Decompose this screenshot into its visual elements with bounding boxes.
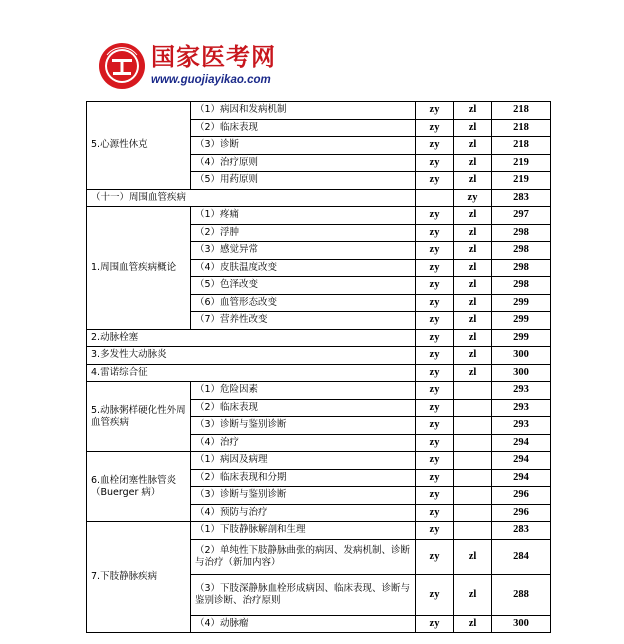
page-number-cell: 296 — [492, 504, 551, 522]
subtopic-cell: （3）诊断 — [191, 137, 416, 155]
section-cell: （十一）周围血管疾病 — [87, 189, 416, 207]
page-number-cell: 299 — [492, 294, 551, 312]
logo-emblem-icon — [97, 41, 147, 91]
level-cell-b — [454, 434, 492, 452]
topic-cell: 7.下肢静脉疾病 — [87, 522, 191, 633]
level-cell-b: zl — [454, 539, 492, 574]
level-cell-a: zy — [416, 119, 454, 137]
page-number-cell: 283 — [492, 189, 551, 207]
level-cell-b: zl — [454, 207, 492, 225]
table-row — [87, 452, 551, 470]
logo-title: 国家医考网 — [151, 43, 276, 71]
level-cell-a: zy — [416, 615, 454, 633]
level-cell-a: zy — [416, 242, 454, 260]
subtopic-cell: （1）危险因素 — [191, 382, 416, 400]
level-cell-b: zl — [454, 137, 492, 155]
level-cell-a: zy — [416, 417, 454, 435]
level-cell-a: zy — [416, 312, 454, 330]
level-cell-a: zy — [416, 469, 454, 487]
logo-url: www.guojiayikao.com — [151, 74, 271, 86]
topic-cell: 1.周围血管疾病概论 — [87, 207, 191, 330]
level-cell-b: zl — [454, 259, 492, 277]
table-row — [87, 189, 551, 207]
subtopic-cell: （3）诊断与鉴别诊断 — [191, 417, 416, 435]
page-number-cell: 284 — [492, 539, 551, 574]
topic-cell: 6.血栓闭塞性脉管炎（Buerger 病） — [87, 452, 191, 522]
level-cell-b — [454, 399, 492, 417]
level-cell-b: zl — [454, 224, 492, 242]
level-cell-a — [416, 189, 454, 207]
level-cell-a: zy — [416, 434, 454, 452]
level-cell-b — [454, 417, 492, 435]
topic-cell: 5.动脉粥样硬化性外周血管疾病 — [87, 382, 191, 452]
level-cell-a: zy — [416, 574, 454, 615]
level-cell-a: zy — [416, 347, 454, 365]
level-cell-a: zy — [416, 259, 454, 277]
page-number-cell: 288 — [492, 574, 551, 615]
subtopic-cell: （2）临床表现和分期 — [191, 469, 416, 487]
table-row — [87, 522, 551, 540]
syllabus-table — [86, 101, 551, 633]
page-number-cell: 294 — [492, 452, 551, 470]
level-cell-a: zy — [416, 504, 454, 522]
page-number-cell: 294 — [492, 434, 551, 452]
level-cell-b: zl — [454, 364, 492, 382]
level-cell-b: zl — [454, 615, 492, 633]
page-number-cell: 219 — [492, 172, 551, 190]
page-number-cell: 218 — [492, 119, 551, 137]
page-number-cell: 294 — [492, 469, 551, 487]
table-row — [87, 329, 551, 347]
level-cell-a: zy — [416, 364, 454, 382]
level-cell-b: zl — [454, 277, 492, 295]
level-cell-a: zy — [416, 102, 454, 120]
subtopic-cell: （1）病因及病理 — [191, 452, 416, 470]
subtopic-cell: （4）预防与治疗 — [191, 504, 416, 522]
level-cell-a: zy — [416, 539, 454, 574]
level-cell-a: zy — [416, 224, 454, 242]
page-number-cell: 300 — [492, 364, 551, 382]
subtopic-cell: （4）皮肤温度改变 — [191, 259, 416, 277]
level-cell-b — [454, 452, 492, 470]
page-number-cell: 219 — [492, 154, 551, 172]
subtopic-cell: （1）下肢静脉解剖和生理 — [191, 522, 416, 540]
table-row — [87, 364, 551, 382]
level-cell-a: zy — [416, 452, 454, 470]
page-number-cell: 283 — [492, 522, 551, 540]
page-number-cell: 293 — [492, 399, 551, 417]
subtopic-cell: （2）浮肿 — [191, 224, 416, 242]
subtopic-cell: （3）下肢深静脉血栓形成病因、临床表现、诊断与鉴别诊断、治疗原则 — [191, 574, 416, 615]
level-cell-a: zy — [416, 294, 454, 312]
page-number-cell: 300 — [492, 347, 551, 365]
level-cell-b: zl — [454, 312, 492, 330]
subtopic-cell: （2）临床表现 — [191, 399, 416, 417]
page-number-cell: 296 — [492, 487, 551, 505]
subtopic-cell: （4）动脉瘤 — [191, 615, 416, 633]
level-cell-a: zy — [416, 277, 454, 295]
level-cell-a: zy — [416, 154, 454, 172]
level-cell-a: zy — [416, 137, 454, 155]
subtopic-cell: （1）病因和发病机制 — [191, 102, 416, 120]
page-number-cell: 300 — [492, 615, 551, 633]
page-number-cell: 293 — [492, 382, 551, 400]
topic-cell: 5.心源性休克 — [87, 102, 191, 190]
level-cell-b — [454, 522, 492, 540]
subtopic-cell: （2）单纯性下肢静脉曲张的病因、发病机制、诊断与治疗（新加内容） — [191, 539, 416, 574]
level-cell-b: zl — [454, 119, 492, 137]
level-cell-b: zl — [454, 294, 492, 312]
level-cell-b — [454, 469, 492, 487]
table-row — [87, 207, 551, 225]
level-cell-b — [454, 487, 492, 505]
subtopic-cell: （3）诊断与鉴别诊断 — [191, 487, 416, 505]
table-row — [87, 347, 551, 365]
level-cell-b: zl — [454, 102, 492, 120]
subtopic-cell: （3）感觉异常 — [191, 242, 416, 260]
page-number-cell: 218 — [492, 137, 551, 155]
page-number-cell: 298 — [492, 242, 551, 260]
page-number-cell: 218 — [492, 102, 551, 120]
page-number-cell: 298 — [492, 224, 551, 242]
page-number-cell: 293 — [492, 417, 551, 435]
subtopic-cell: （5）色泽改变 — [191, 277, 416, 295]
level-cell-a: zy — [416, 487, 454, 505]
page-number-cell: 299 — [492, 329, 551, 347]
page-number-cell: 299 — [492, 312, 551, 330]
level-cell-b: zl — [454, 329, 492, 347]
subtopic-cell: （7）营养性改变 — [191, 312, 416, 330]
subtopic-cell: （6）血管形态改变 — [191, 294, 416, 312]
level-cell-b: zl — [454, 242, 492, 260]
level-cell-a: zy — [416, 172, 454, 190]
section-cell: 2.动脉栓塞 — [87, 329, 416, 347]
subtopic-cell: （1）疼痛 — [191, 207, 416, 225]
level-cell-a: zy — [416, 207, 454, 225]
level-cell-a: zy — [416, 382, 454, 400]
level-cell-a: zy — [416, 399, 454, 417]
page-number-cell: 298 — [492, 259, 551, 277]
section-cell: 3.多发性大动脉炎 — [87, 347, 416, 365]
table-row — [87, 102, 551, 120]
level-cell-b: zl — [454, 574, 492, 615]
subtopic-cell: （2）临床表现 — [191, 119, 416, 137]
level-cell-b: zl — [454, 347, 492, 365]
level-cell-b: zy — [454, 189, 492, 207]
level-cell-b — [454, 504, 492, 522]
level-cell-b — [454, 382, 492, 400]
section-cell: 4.雷诺综合征 — [87, 364, 416, 382]
subtopic-cell: （5）用药原则 — [191, 172, 416, 190]
subtopic-cell: （4）治疗 — [191, 434, 416, 452]
level-cell-b: zl — [454, 172, 492, 190]
level-cell-a: zy — [416, 522, 454, 540]
level-cell-b: zl — [454, 154, 492, 172]
level-cell-a: zy — [416, 329, 454, 347]
table-row — [87, 382, 551, 400]
subtopic-cell: （4）治疗原则 — [191, 154, 416, 172]
page-number-cell: 298 — [492, 277, 551, 295]
page-number-cell: 297 — [492, 207, 551, 225]
